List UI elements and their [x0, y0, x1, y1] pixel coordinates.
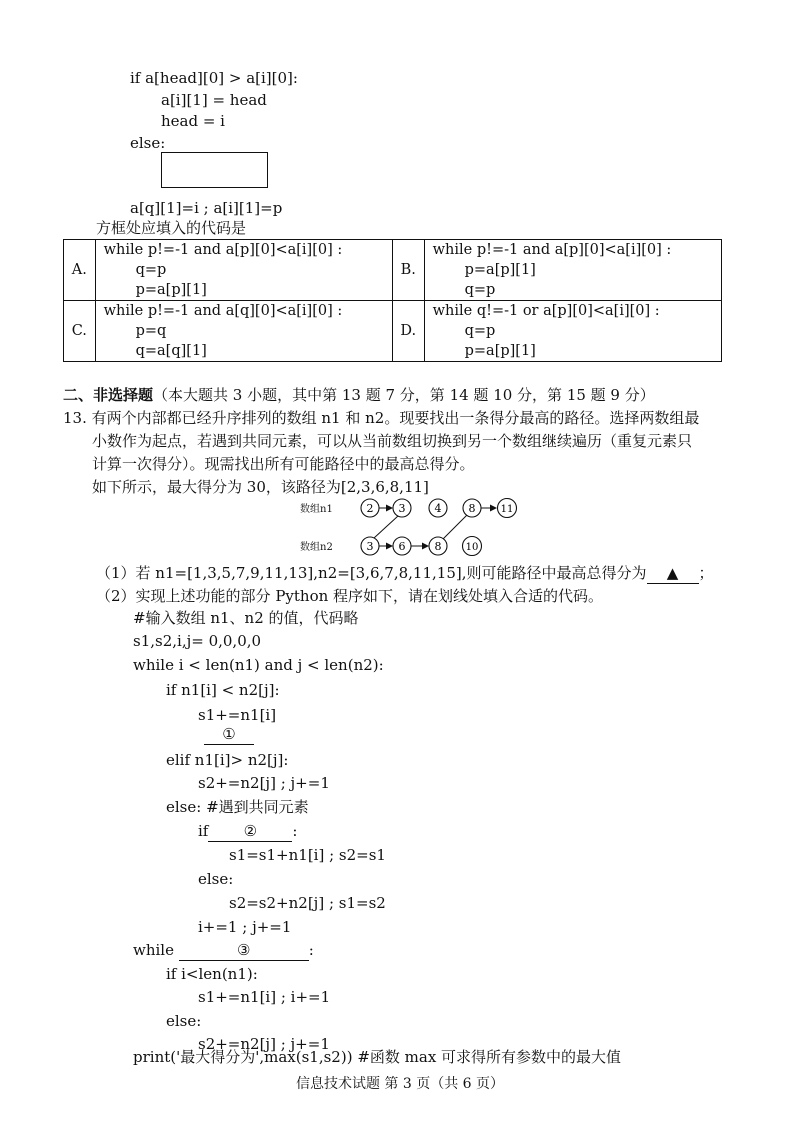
option-label-d: D.: [392, 301, 424, 362]
option-a-line: q=p: [135, 262, 167, 278]
code-line-assign-next: a[i][1] = head: [161, 91, 267, 109]
code-line-if: if a[head][0] > a[i][0]:: [130, 69, 298, 87]
option-d-line: while q!=-1 or a[p][0]<a[i][0] :: [432, 303, 660, 319]
program-line: if n1[i] < n2[j]:: [166, 681, 280, 699]
option-b: [424, 240, 721, 301]
n1-node-value: 4: [434, 502, 442, 515]
option-a-line: p=a[p][1]: [135, 282, 207, 298]
program-line: s1=s1+n1[i] ; s2=s1: [229, 846, 386, 864]
n1-row-label: 数组n1: [300, 504, 333, 515]
program-line: s1+=n1[i]: [198, 706, 277, 724]
page-footer: 信息技术试题 第 3 页（共 6 页）: [295, 1076, 505, 1092]
options-table: [63, 239, 722, 362]
path-link: [443, 515, 467, 539]
option-d: [424, 301, 721, 362]
sub-question-1-end: ；: [698, 564, 714, 582]
program-line: print('最大得分为',max(s1,s2)) #函数 max 可求得所有参数中的最大值: [133, 1048, 622, 1066]
program-line: s2=s2+n2[j] ; s1=s2: [229, 894, 386, 912]
q13-example: 如下所示，最大得分为 30，该路径为[2,3,6,8,11]: [92, 478, 429, 496]
option-label-b: B.: [392, 240, 424, 301]
options-row: [64, 301, 722, 362]
section-heading: [63, 385, 655, 405]
path-link: [374, 516, 398, 538]
n2-node-value: 6: [398, 540, 406, 553]
n2-node-value: 3: [366, 540, 374, 553]
option-c-line: p=q: [135, 323, 167, 339]
box-prompt: 方框处应填入的代码是: [96, 219, 247, 237]
option-c: [95, 301, 392, 362]
program-line: s2+=n2[j] ; j+=1: [198, 1035, 330, 1053]
program-line: else:: [166, 1012, 202, 1030]
program-line: [198, 821, 297, 842]
blank-3: ③: [179, 940, 309, 961]
n2-row-label: 数组n2: [300, 542, 333, 553]
colon: :: [308, 941, 314, 959]
program-line: while i < len(n1) and j < len(n2):: [133, 656, 384, 674]
program-line: if i<len(n1):: [166, 965, 258, 983]
colon: :: [292, 822, 298, 840]
answer-blank: ▲: [647, 563, 699, 584]
program-line: s2+=n2[j] ; j+=1: [198, 774, 330, 792]
program-line: else:: [198, 870, 234, 888]
code-line-else: else:: [130, 134, 166, 152]
option-b-line: q=p: [464, 282, 496, 298]
program-line: s1+=n1[i] ; i+=1: [198, 988, 331, 1006]
option-d-line: q=p: [464, 323, 496, 339]
section-title: 二、非选择题: [63, 386, 154, 404]
if-keyword: if: [198, 822, 209, 840]
program-line: elif n1[i]> n2[j]:: [166, 751, 289, 769]
q13-line: 小数作为起点，若遇到共同元素，可以从当前数组切换到另一个数组继续遍历（重复元素只: [92, 432, 693, 450]
program-line: s1,s2,i,j= 0,0,0,0: [133, 632, 262, 650]
sub-question-1: [96, 563, 714, 584]
option-d-line: p=a[p][1]: [464, 343, 536, 359]
n1-node-value: 11: [500, 504, 514, 515]
section-note: （本大题共 3 小题，其中第 13 题 7 分，第 14 题 10 分，第 15 题 9 分）: [153, 386, 655, 404]
n1-node-value: 8: [468, 502, 476, 515]
answer-box: [161, 152, 268, 188]
option-label-c: C.: [64, 301, 96, 362]
code-line-assign-head: head = i: [161, 112, 225, 130]
options-row: [64, 240, 722, 301]
n2-node-value: 10: [465, 542, 479, 553]
program-line: #输入数组 n1、n2 的值，代码略: [133, 609, 359, 627]
option-a-line: while p!=-1 and a[p][0]<a[i][0] :: [103, 242, 343, 258]
code-line-link: a[q][1]=i ; a[i][1]=p: [130, 199, 283, 217]
blank-1-marker: ①: [204, 724, 254, 745]
sub-question-1-text: （1）若 n1=[1,3,5,7,9,11,13],n2=[3,6,7,8,11,15],则可能路径中最高总得分为: [96, 564, 647, 582]
program-line: i+=1 ; j+=1: [198, 918, 292, 936]
blank-2: ②: [208, 821, 292, 842]
n1-node-value: 3: [398, 502, 406, 515]
program-line: else: #遇到共同元素: [166, 798, 309, 816]
program-line: [133, 940, 314, 961]
option-c-line: q=a[q][1]: [135, 343, 207, 359]
option-c-line: while p!=-1 and a[q][0]<a[i][0] :: [103, 303, 343, 319]
q13-line: 13. 有两个内部都已经升序排列的数组 n1 和 n2。现要找出一条得分最高的路径。选择两数组最: [63, 409, 700, 427]
option-b-line: p=a[p][1]: [464, 262, 536, 278]
q13-line: 计算一次得分）。现需找出所有可能路径中的最高总得分。: [92, 455, 475, 473]
option-b-line: while p!=-1 and a[p][0]<a[i][0] :: [432, 242, 672, 258]
path-diagram: [300, 494, 540, 556]
sub-question-2: （2）实现上述功能的部分 Python 程序如下，请在划线处填入合适的代码。: [96, 587, 604, 605]
option-a: [95, 240, 392, 301]
n1-node-value: 2: [366, 502, 374, 515]
while-keyword: while: [133, 941, 174, 959]
n2-node-value: 8: [434, 540, 442, 553]
blank-1: [204, 724, 254, 745]
option-label-a: A.: [64, 240, 96, 301]
